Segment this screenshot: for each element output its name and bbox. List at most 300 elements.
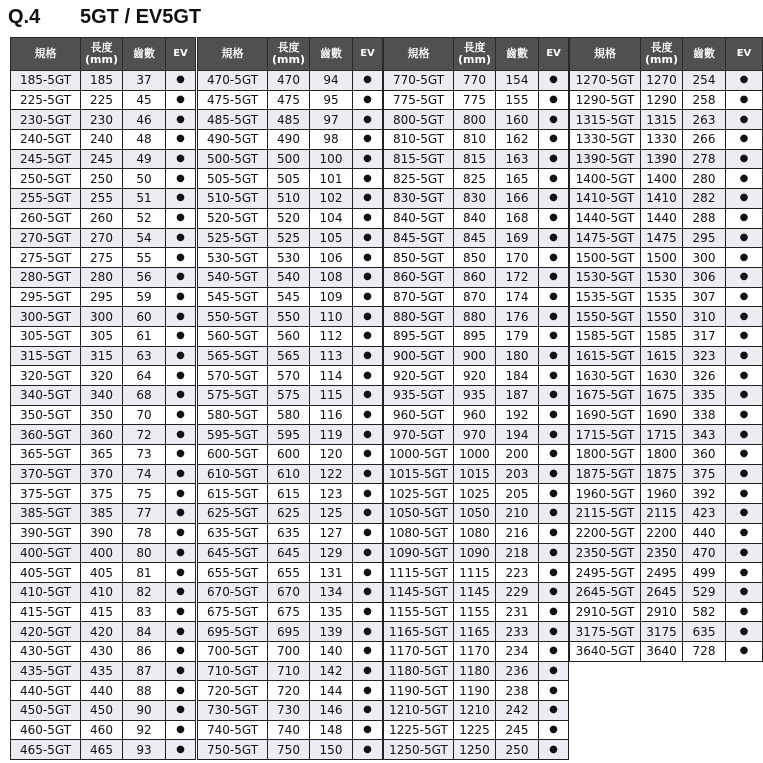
ev-cell: ● [166,740,196,760]
model-cell: 2495-5GT [570,563,641,583]
ev-cell: ● [166,405,196,425]
model-cell: 375-5GT [11,484,81,504]
teeth-cell: 174 [496,287,539,307]
length-cell: 485 [268,110,310,130]
ev-cell: ● [353,307,383,327]
length-cell: 1290 [641,90,683,110]
table-row [11,523,196,543]
teeth-cell: 470 [683,543,726,563]
teeth-cell: 238 [496,681,539,701]
table-row [570,641,763,661]
ev-cell: ● [353,720,383,740]
length-cell: 1615 [641,346,683,366]
length-cell: 2200 [641,523,683,543]
ev-cell: ● [726,169,763,189]
table-row [198,641,383,661]
model-cell: 1410-5GT [570,189,641,209]
ev-cell: ● [539,90,569,110]
teeth-cell: 97 [310,110,353,130]
ev-cell: ● [353,346,383,366]
length-cell: 520 [268,208,310,228]
ev-cell: ● [726,307,763,327]
model-cell: 1000-5GT [384,445,454,465]
model-cell: 420-5GT [11,622,81,642]
ev-cell: ● [726,110,763,130]
length-cell: 315 [81,346,123,366]
length-cell: 825 [454,169,496,189]
teeth-cell: 45 [123,90,166,110]
table-row [11,386,196,406]
model-cell: 870-5GT [384,287,454,307]
table-row [384,110,569,130]
teeth-cell: 216 [496,523,539,543]
model-cell: 655-5GT [198,563,268,583]
ev-cell: ● [726,386,763,406]
table-row [570,90,763,110]
model-header-label: 規格 [34,47,57,60]
ev-cell: ● [726,326,763,346]
table-row [198,366,383,386]
table-row [384,71,569,91]
length-cell: 365 [81,445,123,465]
model-cell: 645-5GT [198,543,268,563]
table-row [570,71,763,91]
table-row [384,366,569,386]
model-cell: 295-5GT [11,287,81,307]
teeth-cell: 168 [496,208,539,228]
teeth-cell: 335 [683,386,726,406]
ev-cell: ● [539,149,569,169]
teeth-cell: 105 [310,228,353,248]
ev-cell: ● [353,110,383,130]
teeth-cell: 144 [310,681,353,701]
model-header [570,38,641,71]
length-cell: 440 [81,681,123,701]
ev-cell: ● [539,208,569,228]
ev-cell: ● [353,701,383,721]
ev-cell: ● [353,149,383,169]
table-row [198,208,383,228]
ev-cell: ● [166,622,196,642]
ev-cell: ● [726,622,763,642]
length-cell: 435 [81,661,123,681]
teeth-cell: 88 [123,681,166,701]
length-cell: 385 [81,504,123,524]
length-cell: 225 [81,90,123,110]
teeth-cell: 90 [123,701,166,721]
length-cell: 420 [81,622,123,642]
model-cell: 740-5GT [198,720,268,740]
table-row [198,582,383,602]
ev-cell: ● [726,248,763,268]
length-cell: 1270 [641,71,683,91]
teeth-cell: 229 [496,582,539,602]
length-cell: 2495 [641,563,683,583]
teeth-cell: 242 [496,701,539,721]
table-row [198,90,383,110]
length-cell: 1170 [454,641,496,661]
teeth-cell: 306 [683,267,726,287]
teeth-cell: 338 [683,405,726,425]
table-row [570,169,763,189]
length-cell: 2350 [641,543,683,563]
table-row [198,543,383,563]
length-cell: 1115 [454,563,496,583]
model-header-label: 規格 [594,47,616,60]
model-cell: 1330-5GT [570,130,641,150]
table-row [11,307,196,327]
ev-cell: ● [166,149,196,169]
length-cell: 560 [268,326,310,346]
teeth-cell: 323 [683,346,726,366]
length-cell: 375 [81,484,123,504]
model-header-label: 規格 [407,47,430,60]
table-row [570,622,763,642]
length-cell: 920 [454,366,496,386]
model-cell: 2645-5GT [570,582,641,602]
teeth-cell: 184 [496,366,539,386]
length-cell: 1800 [641,445,683,465]
model-cell: 1290-5GT [570,90,641,110]
section-title: 5GT / EV5GT [80,5,202,28]
teeth-cell: 74 [123,464,166,484]
length-cell: 465 [81,740,123,760]
length-cell: 320 [81,366,123,386]
length-cell: 960 [454,405,496,425]
model-cell: 750-5GT [198,740,268,760]
table-row [11,701,196,721]
ev-header-label: EV [360,48,375,59]
ev-cell: ● [539,110,569,130]
model-cell: 1090-5GT [384,543,454,563]
header-row [570,38,763,71]
spec-table-3 [383,37,569,760]
teeth-cell: 343 [683,425,726,445]
teeth-cell: 114 [310,366,353,386]
table-row [570,189,763,209]
model-cell: 300-5GT [11,307,81,327]
teeth-cell: 300 [683,248,726,268]
length-cell: 1715 [641,425,683,445]
length-header-label: 長度 [463,41,486,54]
teeth-cell: 176 [496,307,539,327]
length-cell: 1250 [454,740,496,760]
table-row [11,563,196,583]
teeth-cell: 194 [496,425,539,445]
table-row [570,464,763,484]
length-cell: 1210 [454,701,496,721]
ev-header [166,38,196,71]
length-cell: 870 [454,287,496,307]
teeth-cell: 129 [310,543,353,563]
ev-cell: ● [166,71,196,91]
model-cell: 525-5GT [198,228,268,248]
teeth-cell: 83 [123,602,166,622]
teeth-cell: 317 [683,326,726,346]
table-row [11,169,196,189]
model-cell: 1210-5GT [384,701,454,721]
length-cell: 490 [268,130,310,150]
length-header [641,38,683,71]
ev-cell: ● [726,563,763,583]
model-cell: 1690-5GT [570,405,641,425]
model-cell: 670-5GT [198,582,268,602]
model-cell: 1390-5GT [570,149,641,169]
length-cell: 860 [454,267,496,287]
ev-cell: ● [726,366,763,386]
teeth-cell: 61 [123,326,166,346]
table-row [198,464,383,484]
length-cell: 730 [268,701,310,721]
table-row [570,602,763,622]
ev-cell: ● [539,169,569,189]
model-cell: 255-5GT [11,189,81,209]
teeth-cell: 54 [123,228,166,248]
ev-cell: ● [726,602,763,622]
model-cell: 1440-5GT [570,208,641,228]
length-cell: 525 [268,228,310,248]
teeth-cell: 94 [310,71,353,91]
table-row [198,386,383,406]
ev-cell: ● [166,464,196,484]
length-cell: 405 [81,563,123,583]
model-cell: 410-5GT [11,582,81,602]
length-cell: 970 [454,425,496,445]
length-cell: 1535 [641,287,683,307]
length-cell: 880 [454,307,496,327]
ev-cell: ● [353,425,383,445]
ev-cell: ● [166,582,196,602]
table-row [11,543,196,563]
table-row [570,228,763,248]
ev-cell: ● [539,287,569,307]
table-row [11,71,196,91]
model-cell: 830-5GT [384,189,454,209]
length-cell: 850 [454,248,496,268]
teeth-cell: 166 [496,189,539,209]
length-cell: 1475 [641,228,683,248]
teeth-cell: 135 [310,602,353,622]
teeth-cell: 180 [496,346,539,366]
ev-cell: ● [539,445,569,465]
teeth-cell: 162 [496,130,539,150]
length-cell: 1000 [454,445,496,465]
table-row [384,622,569,642]
teeth-cell: 635 [683,622,726,642]
model-cell: 405-5GT [11,563,81,583]
table-row [384,405,569,425]
ev-cell: ● [166,504,196,524]
model-cell: 280-5GT [11,267,81,287]
table-row [384,149,569,169]
length-cell: 545 [268,287,310,307]
teeth-cell: 100 [310,149,353,169]
ev-cell: ● [539,326,569,346]
teeth-cell: 233 [496,622,539,642]
model-cell: 675-5GT [198,602,268,622]
table-row [11,425,196,445]
ev-cell: ● [353,287,383,307]
length-cell: 900 [454,346,496,366]
model-cell: 1800-5GT [570,445,641,465]
model-cell: 435-5GT [11,661,81,681]
table-row [384,504,569,524]
length-cell: 635 [268,523,310,543]
table-row [384,287,569,307]
table-row [198,523,383,543]
table-row [198,602,383,622]
ev-cell: ● [726,267,763,287]
model-cell: 490-5GT [198,130,268,150]
page-title [8,4,201,30]
teeth-cell: 84 [123,622,166,642]
length-cell: 1960 [641,484,683,504]
teeth-cell: 360 [683,445,726,465]
teeth-cell: 282 [683,189,726,209]
table-row [570,326,763,346]
ev-cell: ● [353,543,383,563]
table-row [11,464,196,484]
teeth-cell: 64 [123,366,166,386]
length-cell: 580 [268,405,310,425]
ev-cell: ● [539,425,569,445]
model-cell: 250-5GT [11,169,81,189]
teeth-cell: 266 [683,130,726,150]
length-cell: 230 [81,110,123,130]
model-cell: 1165-5GT [384,622,454,642]
ev-cell: ● [166,445,196,465]
model-cell: 860-5GT [384,267,454,287]
teeth-cell: 73 [123,445,166,465]
table-row [11,326,196,346]
ev-cell: ● [539,130,569,150]
teeth-cell: 179 [496,326,539,346]
teeth-cell: 110 [310,307,353,327]
model-cell: 485-5GT [198,110,268,130]
ev-cell: ● [539,740,569,760]
table-row [384,740,569,760]
teeth-cell: 250 [496,740,539,760]
model-cell: 340-5GT [11,386,81,406]
length-cell: 810 [454,130,496,150]
length-cell: 370 [81,464,123,484]
length-cell: 815 [454,149,496,169]
header-row [11,38,196,71]
teeth-cell: 140 [310,641,353,661]
length-cell: 565 [268,346,310,366]
table-row [384,641,569,661]
table-row [570,307,763,327]
table-row [198,287,383,307]
ev-cell: ● [166,661,196,681]
model-cell: 385-5GT [11,504,81,524]
length-cell: 670 [268,582,310,602]
teeth-cell: 81 [123,563,166,583]
teeth-cell: 150 [310,740,353,760]
table-row [570,208,763,228]
teeth-cell: 155 [496,90,539,110]
table-row [198,326,383,346]
length-cell: 505 [268,169,310,189]
table-row [11,267,196,287]
ev-cell: ● [166,563,196,583]
table-row [198,504,383,524]
ev-cell: ● [539,622,569,642]
table-row [570,582,763,602]
ev-cell: ● [726,90,763,110]
spec-table-2 [197,37,383,760]
length-cell: 475 [268,90,310,110]
teeth-cell: 728 [683,641,726,661]
length-cell: 645 [268,543,310,563]
table-row [570,346,763,366]
model-cell: 2910-5GT [570,602,641,622]
table-row [11,582,196,602]
table-row [384,523,569,543]
ev-cell: ● [539,386,569,406]
table-row [11,346,196,366]
model-cell: 465-5GT [11,740,81,760]
ev-cell: ● [353,661,383,681]
ev-cell: ● [353,366,383,386]
length-cell: 615 [268,484,310,504]
table-row [11,228,196,248]
length-unit: (mm) [272,53,305,66]
length-cell: 800 [454,110,496,130]
model-cell: 845-5GT [384,228,454,248]
teeth-header-label: 齒數 [506,47,528,60]
table-row [384,602,569,622]
length-cell: 510 [268,189,310,209]
model-cell: 1530-5GT [570,267,641,287]
ev-cell: ● [726,484,763,504]
teeth-header-label: 齒數 [133,47,155,60]
model-cell: 275-5GT [11,248,81,268]
length-cell: 1190 [454,681,496,701]
length-cell: 935 [454,386,496,406]
ev-cell: ● [539,267,569,287]
table-row [384,169,569,189]
teeth-cell: 231 [496,602,539,622]
teeth-cell: 234 [496,641,539,661]
table-row [198,228,383,248]
model-cell: 775-5GT [384,90,454,110]
teeth-cell: 440 [683,523,726,543]
model-cell: 1630-5GT [570,366,641,386]
teeth-cell: 258 [683,90,726,110]
length-cell: 1025 [454,484,496,504]
model-cell: 1145-5GT [384,582,454,602]
model-cell: 810-5GT [384,130,454,150]
model-cell: 270-5GT [11,228,81,248]
model-cell: 825-5GT [384,169,454,189]
teeth-cell: 56 [123,267,166,287]
ev-cell: ● [353,602,383,622]
length-cell: 720 [268,681,310,701]
model-header [11,38,81,71]
ev-cell: ● [166,543,196,563]
table-row [11,149,196,169]
length-cell: 1315 [641,110,683,130]
length-cell: 1165 [454,622,496,642]
table-row [198,307,383,327]
table-row [570,386,763,406]
length-cell: 550 [268,307,310,327]
model-cell: 260-5GT [11,208,81,228]
ev-cell: ● [166,208,196,228]
ev-cell: ● [353,740,383,760]
ev-cell: ● [353,386,383,406]
